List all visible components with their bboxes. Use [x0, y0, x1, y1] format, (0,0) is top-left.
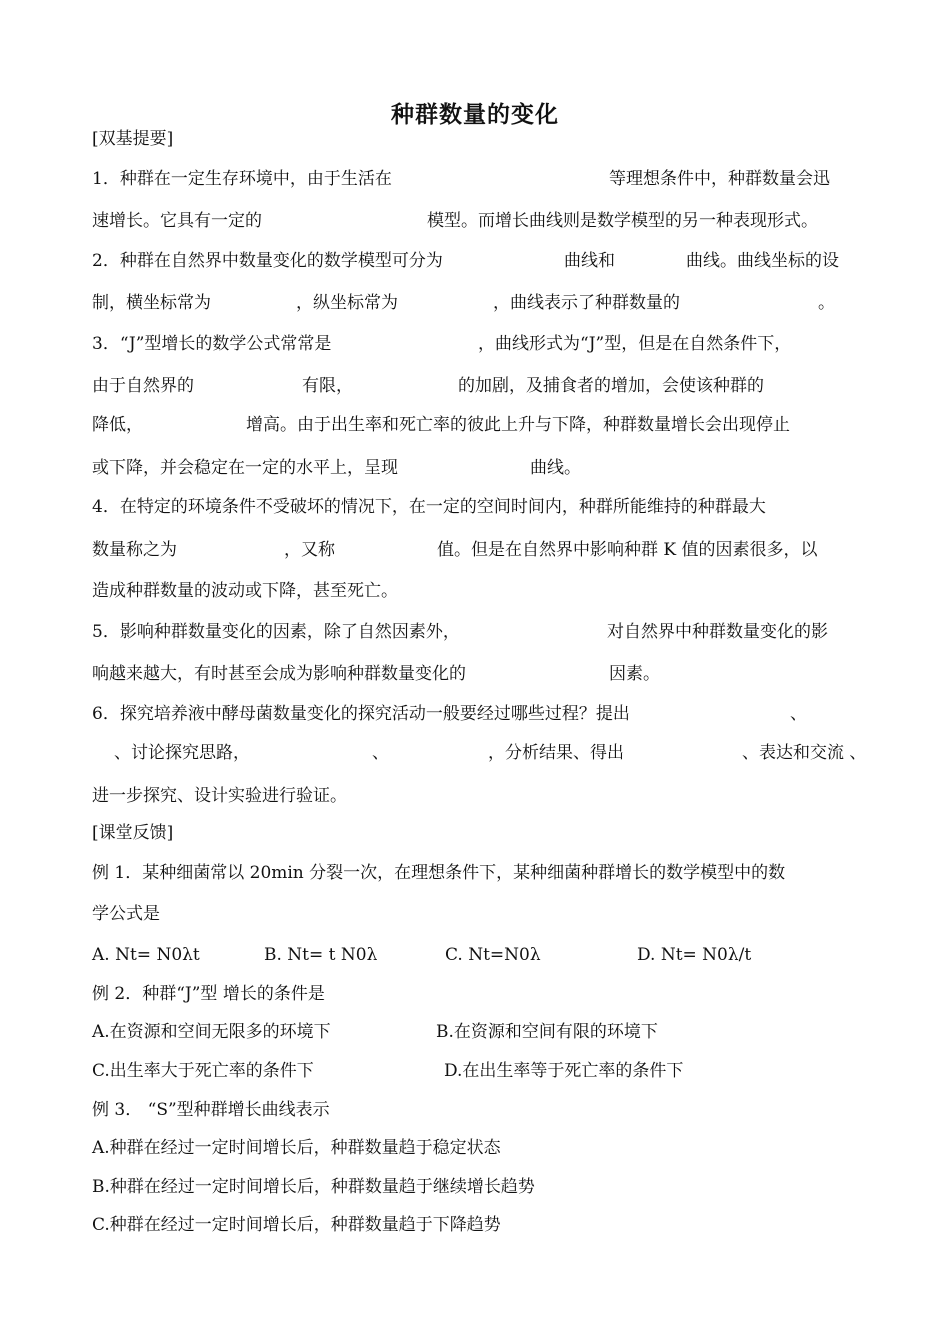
- p3-text-b: ，曲线形式为“J”型，但是在自然条件下，: [478, 334, 792, 354]
- p6-text-d: 、: [372, 743, 389, 763]
- p6-text-f: 、表达和交流 、: [742, 743, 867, 763]
- p3-text-i: 曲线。: [530, 458, 581, 478]
- p4-text-a: 4．在特定的环境条件不受破坏的情况下，在一定的空间时间内，种群所能维持的种群最大: [92, 497, 766, 517]
- ex2-option-d: D.在出生率等于死亡率的条件下: [444, 1061, 684, 1081]
- ex1-option-c: C. Nt=N0λ: [445, 945, 541, 965]
- p6-text-e: ，分析结果、得出: [488, 743, 624, 763]
- p1-text-b: 等理想条件中，种群数量会迅: [609, 169, 830, 189]
- ex1-option-d: D. Nt= N0λ/t: [637, 945, 752, 965]
- p4-text-c: ，又称: [284, 540, 335, 560]
- ex1-option-a: A. Nt= N0λt: [92, 945, 200, 965]
- ex2-option-a: A.在资源和空间无限多的环境下: [92, 1022, 331, 1042]
- ex3-option-a: A.种群在经过一定时间增长后，种群数量趋于稳定状态: [92, 1138, 501, 1158]
- p3-text-f: 降低，: [92, 415, 143, 435]
- p2-text-b: 曲线和: [564, 251, 615, 271]
- p5-text-c: 响越来越大，有时甚至会成为影响种群数量变化的: [92, 664, 466, 684]
- p2-text-a: 2．种群在自然界中数量变化的数学模型可分为: [92, 251, 443, 271]
- p2-text-e: ，纵坐标常为: [296, 293, 398, 313]
- document-title: 种群数量的变化: [391, 101, 559, 128]
- p6-text-c: 、讨论探究思路，: [114, 743, 250, 763]
- p2-text-f: ，曲线表示了种群数量的: [493, 293, 680, 313]
- p3-text-a: 3．“J”型增长的数学公式常常是: [92, 334, 332, 354]
- p2-text-d: 制，横坐标常为: [92, 293, 211, 313]
- p2-text-g: 。: [818, 293, 835, 313]
- p2-text-c: 曲线。曲线坐标的设: [686, 251, 839, 271]
- ex2-option-c: C.出生率大于死亡率的条件下: [92, 1061, 314, 1081]
- ex1-question-line2: 学公式是: [92, 904, 160, 924]
- ex3-option-b: B.种群在经过一定时间增长后，种群数量趋于继续增长趋势: [92, 1177, 535, 1197]
- section-header-feedback: [课堂反馈]: [92, 823, 174, 843]
- p4-text-d: 值。但是在自然界中影响种群 K 值的因素很多，以: [437, 540, 818, 560]
- p1-text-a: 1．种群在一定生存环境中，由于生活在: [92, 169, 392, 189]
- p3-text-h: 或下降，并会稳定在一定的水平上，呈现: [92, 458, 398, 478]
- p4-text-e: 造成种群数量的波动或下降，甚至死亡。: [92, 581, 398, 601]
- ex1-option-b: B. Nt= t N0λ: [264, 945, 378, 965]
- p5-text-b: 对自然界中种群数量变化的影: [607, 622, 828, 642]
- p5-text-d: 因素。: [609, 664, 660, 684]
- p1-text-c: 速增长。它具有一定的: [92, 211, 262, 231]
- p6-text-a: 6．探究培养液中酵母菌数量变化的探究活动一般要经过哪些过程？提出: [92, 704, 630, 724]
- ex1-question-line1: 例 1．某种细菌常以 20min 分裂一次，在理想条件下，某种细菌种群增长的数学模型中的数: [92, 863, 786, 883]
- ex3-option-c: C.种群在经过一定时间增长后，种群数量趋于下降趋势: [92, 1215, 501, 1235]
- ex2-question: 例 2．种群“J”型 增长的条件是: [92, 984, 325, 1004]
- p1-text-d: 模型。而增长曲线则是数学模型的另一种表现形式。: [427, 211, 818, 231]
- p4-text-b: 数量称之为: [92, 540, 177, 560]
- p6-text-g: 进一步探究、设计实验进行验证。: [92, 786, 347, 806]
- p3-text-g: 增高。由于出生率和死亡率的彼此上升与下降，种群数量增长会出现停止: [246, 415, 790, 435]
- p3-text-c: 由于自然界的: [92, 376, 194, 396]
- ex3-question: 例 3． “S”型种群增长曲线表示: [92, 1100, 330, 1120]
- p3-text-d: 有限，: [302, 376, 353, 396]
- section-header-basics: [双基提要]: [92, 129, 174, 149]
- ex2-option-b: B.在资源和空间有限的环境下: [436, 1022, 658, 1042]
- p6-text-b: 、: [790, 704, 807, 724]
- p5-text-a: 5．影响种群数量变化的因素，除了自然因素外，: [92, 622, 460, 642]
- p3-text-e: 的加剧，及捕食者的增加，会使该种群的: [458, 376, 764, 396]
